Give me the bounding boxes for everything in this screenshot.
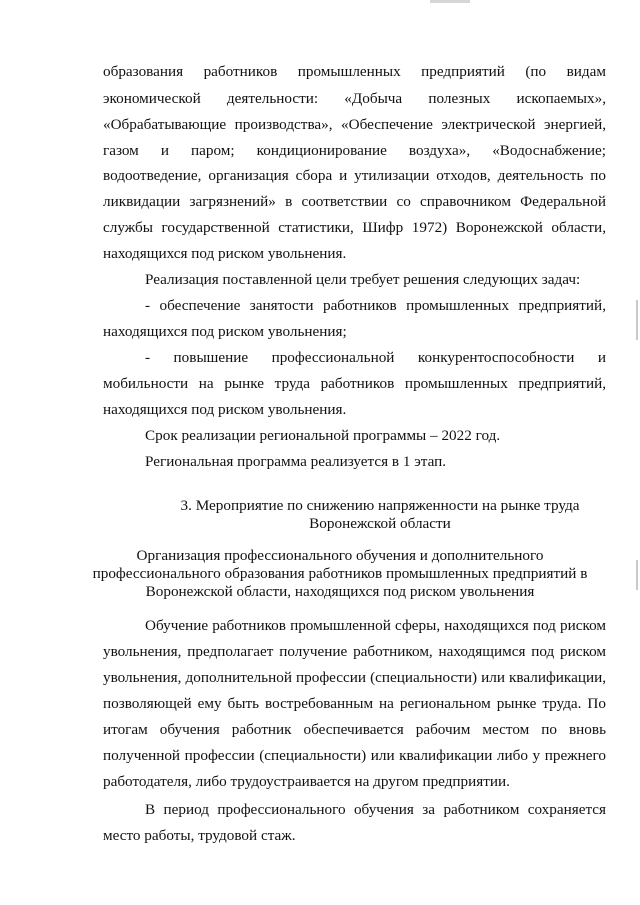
paragraph-line: ликвидации загрязнений» в соответствии со справочником Федеральной [103,193,606,210]
section-title: Воронежской области [309,515,451,532]
scan-edge-mark [636,300,638,340]
program-term: Срок реализации региональной программы – 2022 год. [145,427,501,444]
tasks-intro: Реализация поставленной цели требует решения следующих задач: [145,271,581,288]
paragraph-line: работодателя, либо трудоустраивается на другом предприятии. [103,773,510,790]
paragraph-line: «Обрабатывающие производства», «Обеспечение электрической энергией, [103,116,606,133]
scan-edge-mark [636,560,638,590]
paragraph-line: В период профессионального обучения за работником сохраняется [145,801,606,818]
paragraph-line: увольнения, предполагает получение работником, находящимся под риском [103,643,606,660]
paragraph-line: место работы, трудовой стаж. [103,827,296,844]
paragraph-line: полученной профессии (специальности) или квалификации либо у прежнего [103,747,606,764]
subsection-title: профессионального образования работников промышленных предприятий в [92,565,588,582]
subsection-title: Организация профессионального обучения и дополнительного [136,547,544,564]
program-stages: Региональная программа реализуется в 1 этап. [145,453,447,470]
section-title: 3. Мероприятие по снижению напряженности на рынке труда [180,497,580,514]
paragraph-line: Обучение работников промышленной сферы, находящихся под риском [145,617,606,634]
task-item: - обеспечение занятости работников промышленных предприятий, [145,297,606,314]
task-item-continuation: мобильности на рынке труда работников промышленных предприятий, [103,375,606,392]
paragraph-line: образования работников промышленных предприятий (по видам [103,63,606,80]
paragraph-line: находящихся под риском увольнения. [103,245,347,262]
task-item-continuation: находящихся под риском увольнения. [103,401,347,418]
scan-artifact [430,0,470,3]
paragraph-line: итогам обучения работник обеспечивается рабочим местом по вновь [103,721,606,738]
paragraph-line: газом и паром; кондиционирование воздуха», «Водоснабжение; [103,142,606,159]
paragraph-line: водоотведение, организация сбора и утилизации отходов, деятельность по [103,167,606,184]
task-item-continuation: находящихся под риском увольнения; [103,323,347,340]
paragraph-line: позволяющей ему быть востребованным на региональном рынке труда. По [103,695,606,712]
paragraph-line: увольнения, дополнительной профессии (специальности) или квалификации, [103,669,606,686]
subsection-title: Воронежской области, находящихся под риском увольнения [145,583,535,600]
paragraph-line: экономической деятельности: «Добыча полезных ископаемых», [103,90,606,107]
paragraph-line: службы государственной статистики, Шифр 1972) Воронежской области, [103,219,606,236]
task-item: - повышение профессиональной конкурентоспособности и [145,349,606,366]
